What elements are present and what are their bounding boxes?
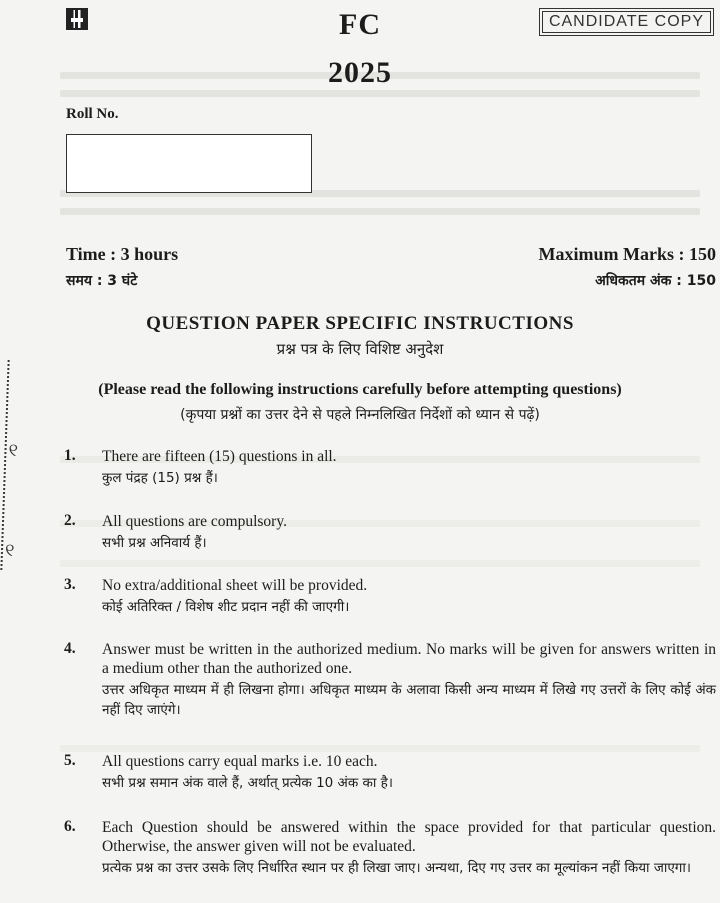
candidate-copy-label: CANDIDATE COPY <box>542 11 711 33</box>
preamble-en: (Please read the following instructions carefully before attempting questions) <box>98 381 622 398</box>
instruction-number: 5. <box>64 752 76 769</box>
max-marks-en: Maximum Marks : 150 <box>538 244 716 264</box>
instruction-text-hi: उत्तर अधिकृत माध्यम में ही लिखना होगा। अधिकृत माध्यम के अलावा किसी अन्य माध्यम में लिखे गए उत्तरों के लिए कोई अंक नहीं दिए जाएंगे। <box>102 682 716 718</box>
instructions-heading-en: QUESTION PAPER SPECIFIC INSTRUCTIONS <box>146 313 574 334</box>
bleed-through <box>60 745 700 752</box>
instruction-text-hi: प्रत्येक प्रश्न का उत्तर उसके लिए निर्धारित स्थान पर ही लिखा जाए। अन्यथा, दिए गए उत्तर का मूल्यांकन नहीं किया जाएगा। <box>102 860 692 876</box>
bleed-through <box>60 208 700 215</box>
instruction-item <box>64 752 716 793</box>
roll-number-box[interactable] <box>66 134 312 193</box>
instruction-number: 4. <box>64 640 76 657</box>
preamble-hi: (कृपया प्रश्नों का उत्तर देने से पहले निम्नलिखित निर्देशों को ध्यान से पढ़ें) <box>180 407 540 423</box>
instruction-text-en: Each Question should be answered within the space provided for that particular question. Otherwise, the answer given will not be evaluated. <box>102 819 716 855</box>
max-marks-hi: अधिकतम अंक : 150 <box>595 273 716 289</box>
instruction-text-hi: कुल पंद्रह (15) प्रश्न हैं। <box>102 470 218 486</box>
instruction-number: 1. <box>64 447 76 464</box>
instruction-item <box>64 818 716 878</box>
instruction-text-en: Answer must be written in the authorized medium. No marks will be given for answers written in a medium other than the authorized one. <box>102 641 716 677</box>
instruction-number: 2. <box>64 512 76 529</box>
instruction-item <box>64 512 716 553</box>
instruction-text-en: All questions carry equal marks i.e. 10 each. <box>102 753 378 770</box>
roll-number-label: Roll No. <box>66 106 119 122</box>
bleed-through <box>60 560 700 567</box>
time-hi: समय : 3 घंटे <box>66 273 138 289</box>
candidate-copy-stamp <box>539 8 714 36</box>
instruction-text-en: No extra/additional sheet will be provided. <box>102 577 368 594</box>
paper-code: FC <box>339 8 381 41</box>
instruction-text-en: All questions are compulsory. <box>102 513 287 530</box>
time-marks-row-hi <box>66 271 716 290</box>
instruction-number: 6. <box>64 818 76 835</box>
instruction-text-hi: सभी प्रश्न समान अंक वाले हैं, अर्थात् प्रत्येक 10 अंक का है। <box>102 775 393 791</box>
instruction-item <box>64 640 716 720</box>
instruction-item <box>64 447 716 488</box>
paper-year: 2025 <box>328 56 392 89</box>
instruction-text-hi: सभी प्रश्न अनिवार्य हैं। <box>102 535 207 551</box>
instruction-item <box>64 576 716 617</box>
time-en: Time : 3 hours <box>66 244 179 264</box>
bleed-through <box>60 90 700 97</box>
instruction-number: 3. <box>64 576 76 593</box>
instruction-text-en: There are fifteen (15) questions in all. <box>102 448 337 465</box>
instructions-heading-hi: प्रश्न पत्र के लिए विशिष्ट अनुदेश <box>276 340 444 358</box>
instruction-text-hi: कोई अतिरिक्त / विशेष शीट प्रदान नहीं की जाएगी। <box>102 599 350 615</box>
time-marks-row-en <box>66 244 716 265</box>
